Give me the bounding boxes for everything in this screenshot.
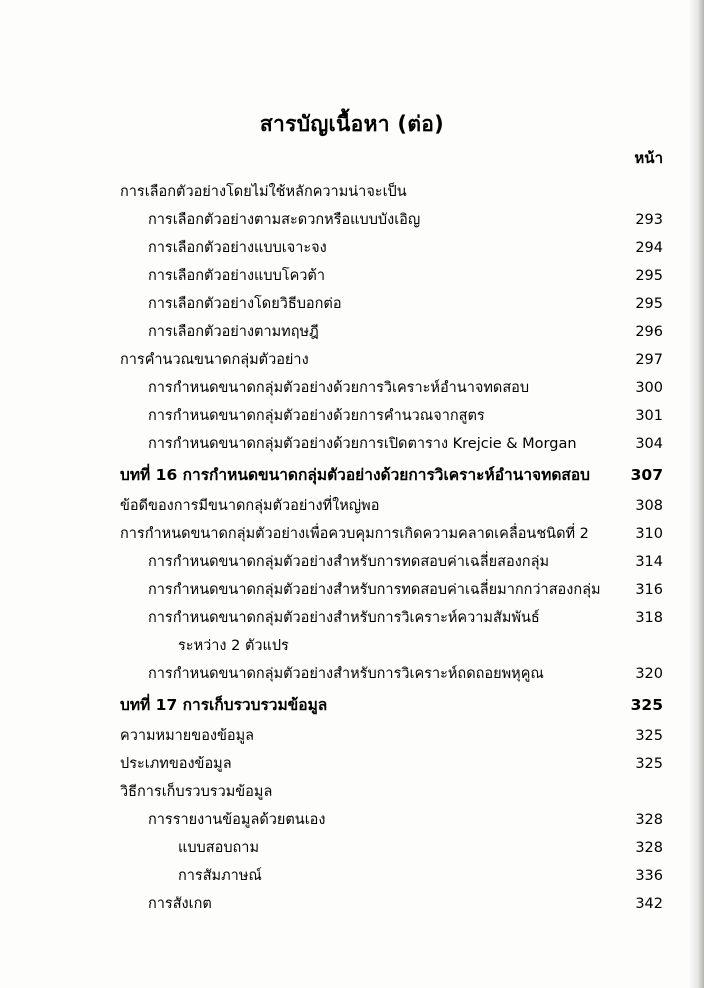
toc-row[interactable] xyxy=(0,576,704,604)
toc-row[interactable] xyxy=(0,548,704,576)
toc-entry-label: บทที่ 16 การกำหนดขนาดกลุ่มตัวอย่างด้วยการวิเคราะห์อำนาจทดสอบ xyxy=(120,466,591,484)
toc-entry-label: การกำหนดขนาดกลุ่มตัวอย่างสำหรับการทดสอบค่าเฉลี่ยมากกว่าสองกลุ่ม xyxy=(148,582,601,598)
toc-entry-page-number: 300 xyxy=(635,380,663,396)
toc-row[interactable] xyxy=(0,290,704,318)
toc-row[interactable] xyxy=(0,430,704,458)
toc-row[interactable] xyxy=(0,318,704,346)
toc-row[interactable] xyxy=(0,890,704,918)
toc-entry-page-number: 294 xyxy=(635,240,663,256)
toc-entry-label: การกำหนดขนาดกลุ่มตัวอย่างสำหรับการวิเคราะห์ความสัมพันธ์ xyxy=(148,610,540,626)
toc-entry-label: การสัมภาษณ์ xyxy=(178,868,262,884)
toc-entry-page-number: 316 xyxy=(635,582,663,598)
toc-entry-page-number: 296 xyxy=(635,324,663,340)
toc-entry-label: การกำหนดขนาดกลุ่มตัวอย่างด้วยการวิเคราะห์อำนาจทดสอบ xyxy=(148,380,530,396)
toc-entry-label: การกำหนดขนาดกลุ่มตัวอย่างสำหรับการวิเคราะห์ถดถอยพหุคูณ xyxy=(148,666,544,682)
toc-entry-page-number: 308 xyxy=(635,498,663,514)
toc-entry-page-number: 328 xyxy=(635,840,663,856)
toc-row[interactable] xyxy=(0,806,704,834)
toc-entry-label: ประเภทของข้อมูล xyxy=(120,756,232,772)
toc-entry-page-number: 314 xyxy=(635,554,663,570)
toc-entry-page-number: 320 xyxy=(635,666,663,682)
toc-entry-label: ระหว่าง 2 ตัวแปร xyxy=(178,638,289,654)
toc-row[interactable] xyxy=(0,632,704,660)
toc-row[interactable] xyxy=(0,178,704,206)
table-of-contents xyxy=(0,178,704,918)
toc-entry-label: การเลือกตัวอย่างตามสะดวกหรือแบบบังเอิญ xyxy=(148,212,421,228)
toc-entry-page-number: 301 xyxy=(635,408,663,424)
toc-entry-label: การเลือกตัวอย่างแบบเจาะจง xyxy=(148,240,327,256)
toc-entry-label: แบบสอบถาม xyxy=(178,840,259,856)
toc-entry-page-number: 293 xyxy=(635,212,663,228)
toc-row[interactable] xyxy=(0,722,704,750)
toc-row[interactable] xyxy=(0,346,704,374)
toc-row[interactable] xyxy=(0,750,704,778)
toc-entry-page-number: 318 xyxy=(635,610,663,626)
toc-entry-label: การรายงานข้อมูลด้วยตนเอง xyxy=(148,812,326,828)
toc-entry-label: การกำหนดขนาดกลุ่มตัวอย่างเพื่อควบคุมการเกิดความคลาดเคลื่อนชนิดที่ 2 xyxy=(120,526,589,542)
toc-entry-label: บทที่ 17 การเก็บรวบรวมข้อมูล xyxy=(120,696,328,714)
toc-entry-page-number: 295 xyxy=(635,268,663,284)
toc-row[interactable] xyxy=(0,234,704,262)
page-title: สารบัญเนื้อหา (ต่อ) xyxy=(259,112,445,136)
toc-entry-page-number: 295 xyxy=(635,296,663,312)
toc-entry-page-number: 325 xyxy=(630,696,663,714)
toc-chapter-row[interactable] xyxy=(0,458,704,492)
toc-entry-label: วิธีการเก็บรวบรวมข้อมูล xyxy=(120,784,273,800)
toc-row[interactable] xyxy=(0,834,704,862)
toc-entry-label: การกำหนดขนาดกลุ่มตัวอย่างด้วยการคำนวณจากสูตร xyxy=(148,408,485,424)
toc-entry-page-number: 328 xyxy=(635,812,663,828)
toc-entry-label: การกำหนดขนาดกลุ่มตัวอย่างด้วยการเปิดตาราง Krejcie & Morgan xyxy=(148,436,577,452)
toc-entry-label: การคำนวณขนาดกลุ่มตัวอย่าง xyxy=(120,352,309,368)
toc-entry-label: การเลือกตัวอย่างโดยวิธีบอกต่อ xyxy=(148,296,342,312)
toc-entry-label: ข้อดีของการมีขนาดกลุ่มตัวอย่างที่ใหญ่พอ xyxy=(120,498,380,514)
toc-entry-page-number: 336 xyxy=(635,868,663,884)
toc-row[interactable] xyxy=(0,206,704,234)
toc-entry-page-number: 325 xyxy=(635,756,663,772)
toc-entry-page-number: 342 xyxy=(635,896,663,912)
toc-chapter-row[interactable] xyxy=(0,688,704,722)
toc-row[interactable] xyxy=(0,862,704,890)
toc-entry-page-number: 310 xyxy=(635,526,663,542)
toc-row[interactable] xyxy=(0,402,704,430)
toc-row[interactable] xyxy=(0,604,704,632)
toc-row[interactable] xyxy=(0,262,704,290)
toc-row[interactable] xyxy=(0,492,704,520)
toc-entry-page-number: 297 xyxy=(635,352,663,368)
toc-row[interactable] xyxy=(0,660,704,688)
toc-entry-page-number: 325 xyxy=(635,728,663,744)
toc-row[interactable] xyxy=(0,520,704,548)
toc-entry-label: การเลือกตัวอย่างตามทฤษฎี xyxy=(148,324,319,340)
toc-entry-page-number: 304 xyxy=(635,436,663,452)
toc-entry-label: การกำหนดขนาดกลุ่มตัวอย่างสำหรับการทดสอบค่าเฉลี่ยสองกลุ่ม xyxy=(148,554,550,570)
page-column-header: หน้า xyxy=(634,149,663,167)
toc-entry-label: การสังเกต xyxy=(148,896,212,912)
toc-entry-label: ความหมายของข้อมูล xyxy=(120,728,255,744)
toc-entry-label: การเลือกตัวอย่างโดยไม่ใช้หลักความน่าจะเป็น xyxy=(120,184,407,200)
toc-entry-label: การเลือกตัวอย่างแบบโควต้า xyxy=(148,268,325,284)
toc-entry-page-number: 307 xyxy=(630,466,663,484)
toc-row[interactable] xyxy=(0,778,704,806)
toc-row[interactable] xyxy=(0,374,704,402)
